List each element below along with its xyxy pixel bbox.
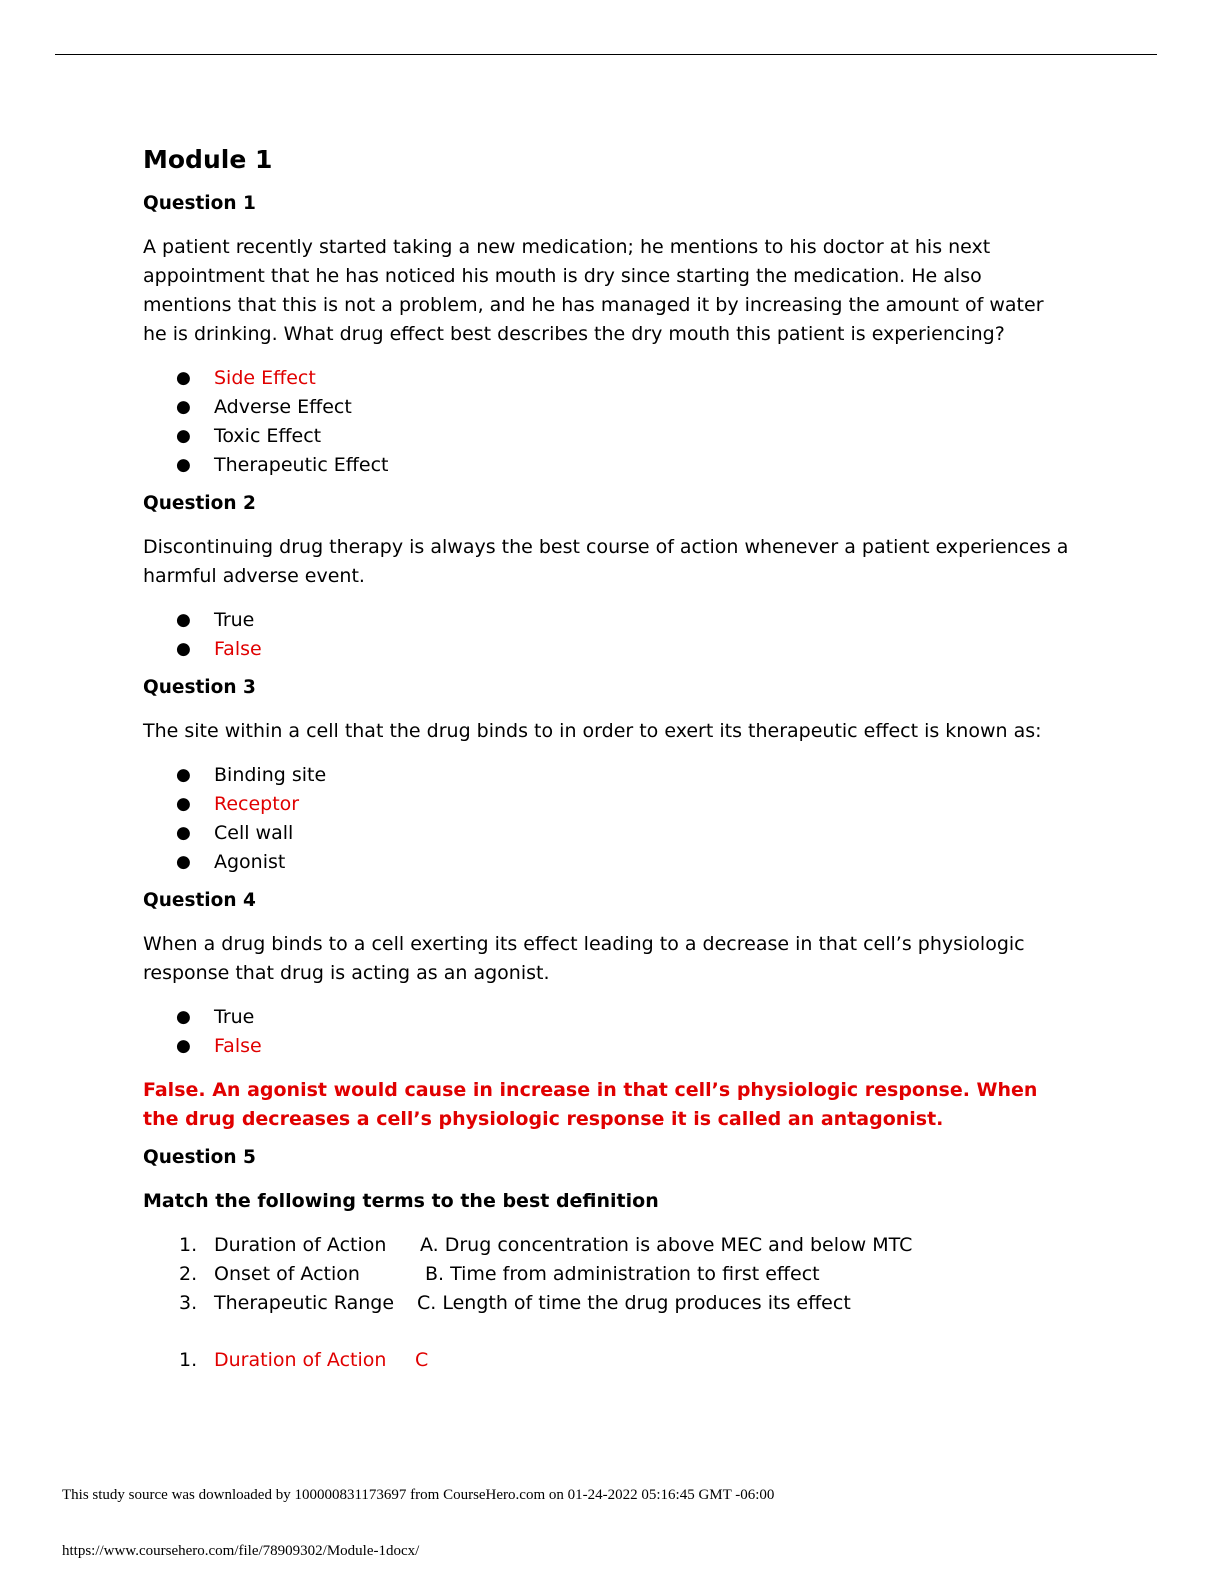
module-title: Module 1 <box>143 145 273 174</box>
question-4 <box>143 887 1073 1134</box>
question-heading: Question 2 <box>143 493 256 514</box>
document-body <box>143 140 1073 1375</box>
correct-answer-option <box>143 635 1073 664</box>
top-rule <box>55 54 1157 55</box>
option-label: False <box>214 638 262 660</box>
bullet-icon: ● <box>176 610 191 630</box>
option-label: Cell wall <box>214 822 294 844</box>
match-row: 3. Therapeutic Range C. Length of time the drug produces its effect <box>143 1289 1073 1318</box>
bullet-icon: ● <box>176 852 191 872</box>
answer-options <box>143 1003 1073 1061</box>
bullet-icon: ● <box>176 397 191 417</box>
answer-options <box>143 761 1073 877</box>
question-1 <box>143 190 1073 480</box>
answer-option <box>143 393 1073 422</box>
question-heading: Question 5 <box>143 1147 256 1168</box>
match-list <box>143 1231 1073 1318</box>
match-term: Onset of Action <box>214 1263 360 1285</box>
match-term: Duration of Action <box>214 1234 387 1256</box>
answer-option <box>143 606 1073 635</box>
match-answer-row: 1. Duration of Action C <box>143 1346 1073 1375</box>
option-label: Binding site <box>214 764 327 786</box>
option-label: True <box>214 609 255 631</box>
correct-answer-option <box>143 1032 1073 1061</box>
bullet-icon: ● <box>176 639 191 659</box>
bullet-icon: ● <box>176 1007 191 1027</box>
answer-term: Duration of Action <box>214 1349 387 1371</box>
question-3 <box>143 674 1073 877</box>
answer-explanation: False. An agonist would cause in increase in that cell’s physiologic response. When the drug decreases a cell’s physiologic response it is called an antagonist. <box>143 1079 1038 1130</box>
match-definition: C. Length of time the drug produces its effect <box>417 1292 851 1314</box>
bullet-icon: ● <box>176 1036 191 1056</box>
answer-option <box>143 451 1073 480</box>
bullet-icon: ● <box>176 823 191 843</box>
bullet-icon: ● <box>176 455 191 475</box>
match-definition: A. Drug concentration is above MEC and below MTC <box>420 1234 913 1256</box>
bullet-icon: ● <box>176 426 191 446</box>
correct-answer-option <box>143 364 1073 393</box>
question-text: A patient recently started taking a new medication; he mentions to his doctor at his next appointment that he has noticed his mouth is dry since starting the medication. He also mentions that this is not a problem, and he has managed it by increasing the amount of water he is drinking. What drug effect best describes the dry mouth this patient is experiencing? <box>143 236 1044 345</box>
questions-container <box>143 190 1073 1134</box>
source-url[interactable]: https://www.coursehero.com/file/78909302/Module-1docx/ <box>62 1543 420 1559</box>
source-notice: This study source was downloaded by 100000831173697 from CourseHero.com on 01-24-2022 05:16:45 GMT -06:00 <box>62 1487 775 1503</box>
match-definition: B. Time from administration to first effect <box>425 1263 820 1285</box>
answer-option <box>143 848 1073 877</box>
option-label: Therapeutic Effect <box>214 454 389 476</box>
answer-options <box>143 606 1073 664</box>
answer-option <box>143 761 1073 790</box>
option-label: Toxic Effect <box>214 425 322 447</box>
option-label: Receptor <box>214 793 300 815</box>
option-label: False <box>214 1035 262 1057</box>
match-prompt: Match the following terms to the best definition <box>143 1190 659 1212</box>
option-label: Side Effect <box>214 367 316 389</box>
bullet-icon: ● <box>176 794 191 814</box>
question-5 <box>143 1144 1073 1375</box>
option-label: True <box>214 1006 255 1028</box>
question-2 <box>143 490 1073 664</box>
match-row: 1. Duration of Action A. Drug concentration is above MEC and below MTC <box>143 1231 1073 1260</box>
answer-letter: C <box>415 1349 429 1371</box>
correct-answer-option <box>143 790 1073 819</box>
question-text: Discontinuing drug therapy is always the best course of action whenever a patient experiences a harmful adverse event. <box>143 536 1069 587</box>
question-text: The site within a cell that the drug binds to in order to exert its therapeutic effect is known as: <box>143 720 1042 742</box>
option-label: Adverse Effect <box>214 396 352 418</box>
answer-option <box>143 819 1073 848</box>
answer-option <box>143 1003 1073 1032</box>
answer-option <box>143 422 1073 451</box>
question-heading: Question 3 <box>143 677 256 698</box>
match-term: Therapeutic Range <box>214 1292 395 1314</box>
bullet-icon: ● <box>176 765 191 785</box>
option-label: Agonist <box>214 851 286 873</box>
match-row: 2. Onset of Action B. Time from administration to first effect <box>143 1260 1073 1289</box>
question-text: When a drug binds to a cell exerting its effect leading to a decrease in that cell’s physiologic response that drug is acting as an agonist. <box>143 933 1025 984</box>
question-heading: Question 1 <box>143 193 256 214</box>
answer-options <box>143 364 1073 480</box>
question-heading: Question 4 <box>143 890 256 911</box>
bullet-icon: ● <box>176 368 191 388</box>
